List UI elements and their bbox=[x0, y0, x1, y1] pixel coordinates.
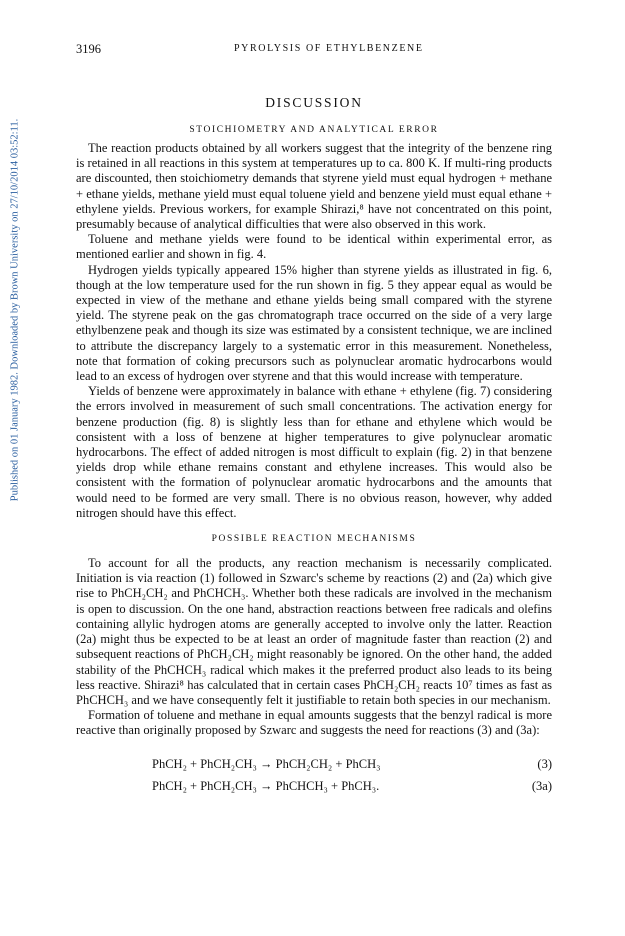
paragraph: Toluene and methane yields were found to be identical within experimental error, as mentioned earlier and shown in fig. 4. bbox=[76, 232, 552, 262]
equation-row bbox=[76, 753, 552, 775]
subsection-title-mechanisms: POSSIBLE REACTION MECHANISMS bbox=[211, 534, 417, 545]
page-number: 3196 bbox=[76, 42, 101, 56]
equation-number: (3) bbox=[537, 756, 552, 771]
paragraph: Hydrogen yields typically appeared 15% higher than styrene yields as illustrated in fig. 6, though at the low temperature used for the run shown in fig. 5 they appear equal as would be expected in view of the methane and ethane yields being small compared with the styrene yield. The styrene peak on the gas chromatograph trace occurred on the side of a very large ethylbenzene peak and though its size was estimated by a consistent technique, we are inclined to attribute the discrepancy largely to a systematic error in this measurement. Nonetheless, note that formation of coking precursors such as polynuclear aromatic hydrocarbons would lead to an excess of hydrogen over styrene and that this would increase with temperature. bbox=[76, 262, 552, 384]
equation-row bbox=[76, 775, 552, 797]
publication-sidebar bbox=[0, 0, 28, 936]
equation-number: (3a) bbox=[531, 778, 552, 793]
equation-expression: PhCH₂ + PhCH₂CH₃ → PhCHCH₃ + PhCH₃. bbox=[152, 778, 380, 793]
spacer bbox=[76, 521, 552, 533]
page-header bbox=[76, 42, 552, 58]
section-title-discussion: DISCUSSION bbox=[265, 95, 363, 110]
subsection-title-stoichiometry: STOICHIOMETRY AND ANALYTICAL ERROR bbox=[189, 125, 439, 135]
article-body bbox=[76, 95, 552, 797]
paragraph: Yields of benzene were approximately in balance with ethane + ethylene (fig. 7) considering the errors involved in measurement of such small concentrations. The activation energy for benzene production (fig. 8) is slightly less than for ethane and ethylene which would be consistent with a loss of benzene at higher temperatures to give polynuclear aromatic hydrocarbons. The effect of added nitrogen is most difficult to explain (fig. 2) in that benzene yields drop while ethane remains constant and ethylene increases. This would also be consistent with the formation of polynuclear aromatic hydrocarbons and the amounts that would need to be formed are very small. There is no obvious reason, however, why added nitrogen should have this effect. bbox=[76, 384, 552, 520]
publication-sidebar-text: Published on 01 January 1982. Downloaded by Brown University on 27/10/2014 03:52:11. bbox=[9, 118, 21, 502]
equation-expression: PhCH₂ + PhCH₂CH₃ → PhCH₂CH₂ + PhCH₃ bbox=[152, 756, 381, 771]
paragraph: Formation of toluene and methane in equal amounts suggests that the benzyl radical is more reactive than originally proposed by Szwarc and suggests the need for reactions (3) and (3a): bbox=[76, 708, 552, 738]
sidebar-rotation-box bbox=[8, 40, 22, 580]
paragraph: To account for all the products, any reaction mechanism is necessarily complicated. Initiation is via reaction (1) followed in Szwarc's scheme by reactions (2) and (2a) which give rise to PhCH₂CH₂ and PhCHCH₃. Whether both these radicals are involved in the mechanism is open to discussion. On the one hand, abstraction reactions between free radicals and olefins containing allylic hydrogen atoms are generally accepted to involve only the latter. Reaction (2a) might thus be expected to be at least an order of magnitude faster than reaction (2) and subsequent reactions of PhCH₂CH₂ might reasonably be ignored. On the other hand, the added stability of the PhCHCH₃ radical which makes it the preferred product also leads to its being less reactive. Shirazi⁸ has calculated that in certain cases PhCH₂CH₂ reacts 10⁷ times as fast as PhCHCH₃ and we have consequently felt it justifiable to retain both species in our mechanism. bbox=[76, 556, 552, 707]
paragraph: The reaction products obtained by all workers suggest that the integrity of the benzene ring is retained in all reactions in this system at temperatures up to ca. 800 K. If multi-ring products are discounted, then stoichiometry demands that styrene yield must equal hydrogen + methane + ethane yields, methane yield must equal toluene yield and benzene yield must equal ethane + ethylene yields. Previous workers, for example Shirazi,⁸ have not concentrated on this point, presumably because of analytical difficulties that were also observed in this work. bbox=[76, 141, 552, 232]
equation-block bbox=[76, 753, 552, 797]
running-title: PYROLYSIS OF ETHYLBENZENE bbox=[234, 43, 424, 54]
